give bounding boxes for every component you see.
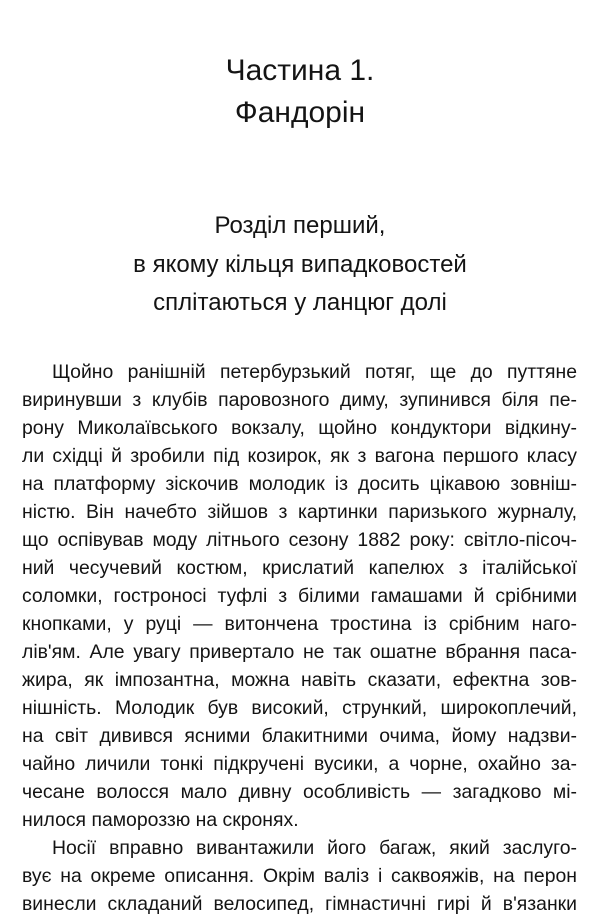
text-line: Щойно ранішній петербурзький потяг, ще до путтяне — [52, 361, 577, 383]
text-line: Носії вправно вивантажили його багаж, який заслуго- — [52, 837, 577, 859]
text-line: рону Миколаївського вокзалу, щойно кондуктори відкину- — [22, 417, 577, 439]
chapter-title-line-3: сплітаються у ланцюг долі — [153, 289, 447, 316]
part-title — [0, 50, 600, 134]
part-name: Фандорін — [234, 96, 366, 129]
chapter-title — [0, 207, 600, 323]
text-line: нішність. Молодик був високий, стрункий, широкоплечий, — [22, 697, 577, 719]
text-line: лів'ям. Але увагу привертало не так ошатне вбрання паса- — [22, 641, 577, 663]
text-line: жира, як імпозантна, можна навіть сказати, ефектна зов- — [22, 669, 577, 691]
text-line: винесли складаний велосипед, гімнастичні гирі й в'язанки — [22, 893, 577, 915]
chapter-title-line-2: в якому кільця випадковостей — [133, 250, 467, 278]
text-line: вує на окреме описання. Окрім валіз і саквояжів, на перон — [22, 865, 577, 887]
text-line: нилося памороззю на скронях. — [22, 809, 299, 831]
text-line: чесане волосся мало дивну особливість — загадково мі- — [22, 781, 577, 803]
text-line: ний чесучевий костюм, крислатий капелюх з італійської — [22, 557, 577, 579]
text-line: на платформу зіскочив молодик із досить цікавою зовніш- — [22, 473, 577, 495]
text-line: ли східці й зробили під козирок, як з вагона першого класу — [22, 445, 577, 467]
text-line: соломки, гостроносі туфлі з білими гамашами й срібними — [22, 585, 577, 607]
text-line: ністю. Він начебто зійшов з картинки паризького журналу, — [22, 501, 577, 523]
part-number: Частина 1. — [225, 54, 375, 87]
text-line: виринувши з клубів паровозного диму, зупинився біля пе- — [22, 389, 577, 411]
text-line: кнопками, у руці — витончена тростина із срібним наго- — [22, 613, 577, 635]
text-line: що оспівував моду літнього сезону 1882 року: світло-пісоч- — [22, 529, 577, 551]
chapter-title-line-1: Розділ перший, — [214, 212, 386, 239]
text-line: на світ дивився ясними блакитними очима, йому надзви- — [22, 725, 577, 747]
text-line: чайно личили тонкі підкручені вусики, а чорне, охайно за- — [22, 753, 577, 775]
